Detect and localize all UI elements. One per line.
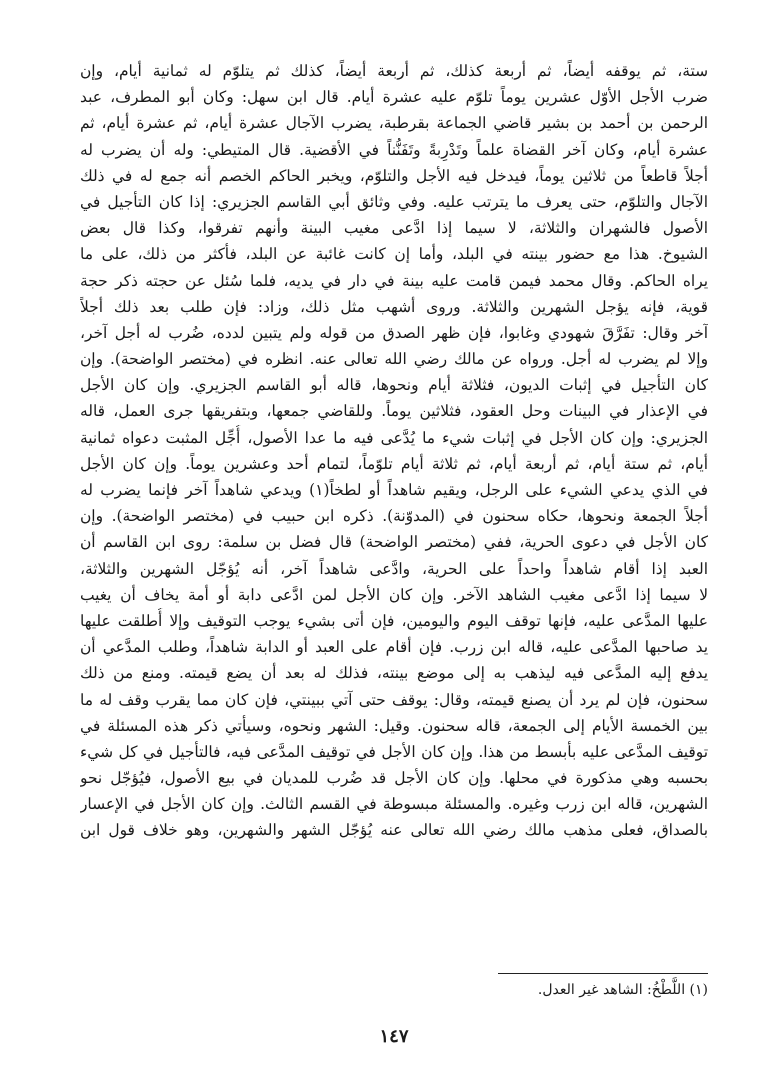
- book-page: [80, 58, 708, 1058]
- footnote-divider: [498, 973, 708, 974]
- page-number: ١٤٧: [379, 1026, 409, 1047]
- text-line: أجلاً الجمعة ونحوها، حكاه سحنون في (المدوّنة). ذكره ابن حبيب في (مختصر الواضحة). وإن: [80, 507, 708, 526]
- text-line: العبد إذا أقام شاهداً واحداً على الحرية، وادَّعى شاهداً آخر، أنه يُؤجّل الشهرين والثلاثة،: [80, 559, 708, 578]
- text-line: الرحمن بن أحمد بن بشير قاضي الجماعة بقرطبة، يضرب الآجال عشرة أيام، ثم عشرة أيام، ثم: [80, 114, 708, 133]
- text-line: قوية، فإنه يؤجل الشهرين والثلاثة. وروى أشهب مثل ذلك، وزاد: فإن طلب بعد ذلك أجلاً: [80, 297, 708, 316]
- text-line: يدفع إليه المدَّعى فيه ليذهب به إلى موضع بينته، فذلك له بعد أن يضع قيمته. ومنع من ذلك: [80, 664, 708, 683]
- text-line: كان الأجل في دعوى الحرية، ففي (مختصر الواضحة) قال فضل بن سلمة: روى ابن القاسم أن: [80, 533, 708, 552]
- text-line: بين الخمسة الأيام إلى الجمعة، قاله سحنون. وقيل: الشهر ونحوه، وسيأتي ذكر هذه المسئلة في: [80, 716, 708, 735]
- text-line: ستة، ثم يوقفه أيضاً، ثم أربعة كذلك، ثم أربعة أيضاً، كذلك ثم يتلوّم له ثمانية أيام، وإن: [80, 62, 708, 80]
- text-line: يراه الحاكم. وقال محمد فيمن قامت عليه بينة في دار في يديه، فلما سُئل عن حجته ذكر حجة: [80, 271, 708, 290]
- text-line: الآجال والتلوّم، حتى يعرف ما يترتب عليه. وفي وثائق أبي القاسم الجزيري: إذا كان التأجيل في: [80, 192, 708, 211]
- text-line: عليها المدَّعى عليه، فإنها توقف اليوم واليومين، فإن أتى بشيء يوجب التوقيف وإلا أُطلقت عليها: [80, 611, 708, 630]
- text-line: في الإعذار في البينات وحل العقود، فثلاثين يوماً. وللقاضي جمعها، وبتفريقها جرى العمل، قاله: [80, 402, 708, 421]
- text-line: بحسبه وهي مذكورة في محلها. وإن كان الأجل قد ضُرب للمديان في بيع الأصول، فيُؤجّل نحو: [80, 769, 708, 788]
- text-line: عشرة أيام، وكان آخر القضاة علماً وتَدْرِبةً وتَفَنُّناً في الأقضية. قال المتيطي: وله أن يضرب له: [80, 140, 708, 159]
- text-line: الأصول فالشهران والثلاثة، لا سيما إذا ادَّعى مغيب البينة وأنهم تفرقوا، وكذا قال بعض: [80, 219, 708, 238]
- text-line: توقيف المدَّعى عليه بأبسط من هذا. وإن كان الأجل في توقيف المدَّعى فيه، فالتأجيل في كل شيء: [80, 742, 708, 761]
- text-line: كان التأجيل في إثبات الديون، فثلاثة أيام ونحوها، قاله أبو القاسم الجزيري. وإن كان الأجل: [80, 376, 708, 395]
- text-line: يد صاحبها المدَّعى عليه، قاله ابن زرب. فإن أقام على العبد أو الدابة شاهداً، وطلب المدَّعي أن: [80, 638, 708, 657]
- main-text: [80, 58, 708, 844]
- text-line: آخر وقال: تفَرَّقَ شهودي وغابوا، فإن ظهر الصدق من قوله ولم يتبين لدده، ضُرب له أجل آخر،: [80, 323, 708, 342]
- text-line: الشهرين، قاله ابن زرب وغيره. والمسئلة مبسوطة في القسم الثالث. وإن كان الأجل في الإعسار: [80, 795, 708, 814]
- footnote: (١) اللَّطْخُ: الشاهد غير العدل.: [537, 982, 708, 998]
- text-line: الشيوخ. هذا مع حضور بينته في البلد، وأما إن كانت غائبة عن البلد، فأكثر من ذلك، على ما: [80, 245, 708, 264]
- text-line: سحنون، فإن لم يرد أن يصنع قيمته، وقال: يوقف حتى آتي ببينتي، فإن كان مما يقرب وقف له ما: [80, 690, 708, 709]
- text-line: أجلاً قاطعاً من ثلاثين يوماً، فيدخل فيه الأجل والتلوّم، ويخبر الحاكم الخصم أنه جمع له في ذلك: [80, 166, 708, 185]
- text-line: أيام، ثم ستة أيام، ثم أربعة أيام، ثم ثلاثة أيام تلوّماً، لتمام أحد وعشرين يوماً. وإن كان الأجل: [80, 454, 708, 473]
- text-line: لا سيما إذا ادَّعى مغيب الشاهد الآخر. وإن كان الأجل لمن ادَّعى دابة أو أمة يخاف أن يغيب: [80, 585, 708, 604]
- text-line: الجزيري: وإن كان الأجل في إثبات شيء ما يُدَّعى فيه ما عدا الأصول، أُجِّل المثبت دعواه ثمانية: [80, 428, 708, 447]
- text-line: وإلا لم يضرب له أجل. ورواه عن مالك رضي الله تعالى عنه. انظره في (مختصر الواضحة). وإن: [80, 350, 708, 369]
- text-line: في الذي يدعي الشيء على الرجل، ويقيم شاهداً أو لطخاً(١) ويدعي شاهداً آخر فإنما يضرب له: [80, 481, 708, 499]
- text-line: بالصداق، فعلى مذهب مالك رضي الله تعالى عنه يُؤجّل الشهر والشهرين، وهو خلاف قول ابن: [80, 821, 708, 840]
- text-line: ضرب الأجل الأوّل عشرين يوماً تلوّم عليه عشرة أيام. قال ابن سهل: وكان أبو المطرف، عبد: [80, 88, 708, 107]
